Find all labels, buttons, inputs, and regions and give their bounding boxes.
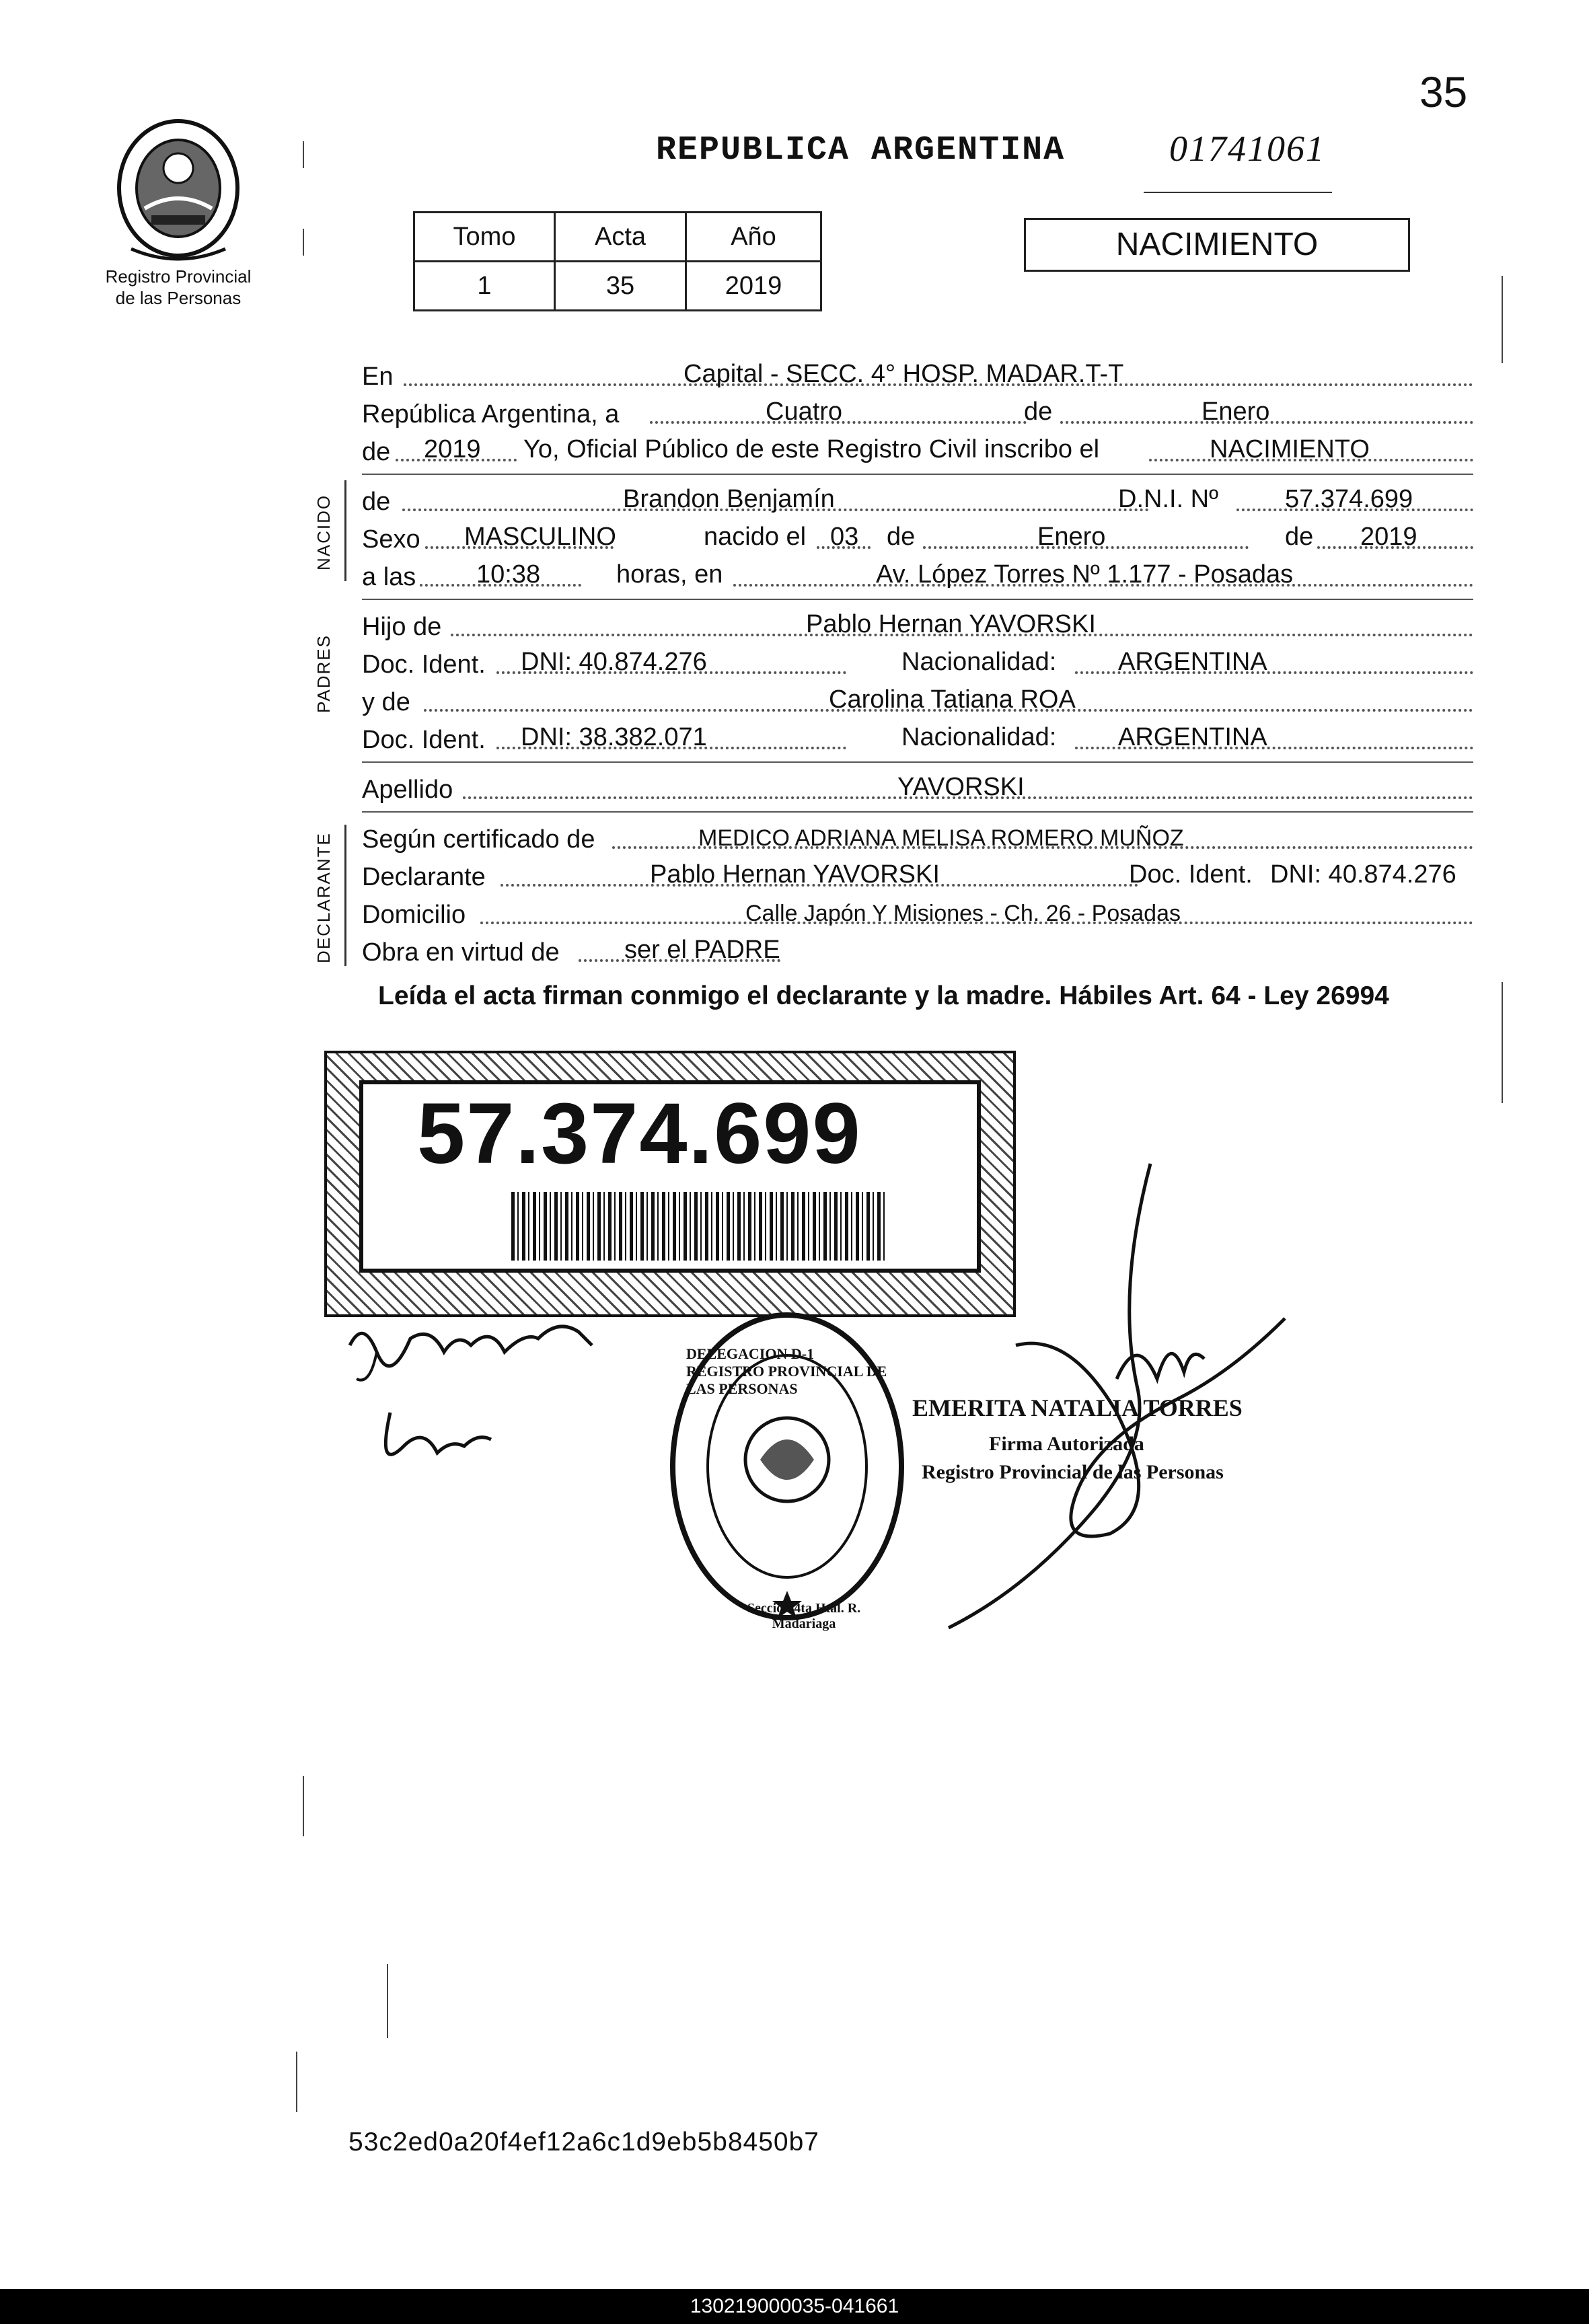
margin-mark xyxy=(1502,982,1503,1103)
row-child-name xyxy=(362,482,1473,519)
day-value: Cuatro xyxy=(766,398,843,426)
birth-year-value: 2019 xyxy=(1360,523,1417,551)
surname-label: Apellido xyxy=(362,776,453,804)
table-header-ano: Año xyxy=(686,213,821,262)
margin-mark xyxy=(303,1776,304,1836)
birth-month-value: Enero xyxy=(1037,523,1106,551)
row-child-time xyxy=(362,557,1473,595)
year-value: 2019 xyxy=(424,435,481,463)
margin-mark xyxy=(387,1964,388,2038)
nacido-label: nacido el xyxy=(704,523,807,551)
country-title: REPUBLICA ARGENTINA xyxy=(656,131,1066,170)
act-word-value: NACIMIENTO xyxy=(1210,435,1370,463)
section-bar xyxy=(344,825,346,966)
row-capacity xyxy=(362,932,1473,970)
table-header-tomo: Tomo xyxy=(414,213,555,262)
table-value-acta: 35 xyxy=(555,262,686,311)
separator xyxy=(362,811,1473,813)
declarant-signature-icon xyxy=(336,1305,605,1480)
sexo-label: Sexo xyxy=(362,525,420,554)
record-table xyxy=(413,211,822,311)
section-label-declarante: DECLARANTE xyxy=(313,832,334,963)
mother-doc-value: DNI: 38.382.071 xyxy=(521,723,707,751)
row-official xyxy=(362,432,1473,470)
official-name: EMERITA NATALIA TORRES xyxy=(912,1394,1243,1421)
stamp-ring-text: DELEGACION D-1 REGISTRO PROVINCIAL DE LAS PERSONAS xyxy=(686,1345,887,1397)
row-address xyxy=(362,895,1473,932)
declarant-doc-value: DNI: 40.874.276 xyxy=(1270,860,1456,889)
footer-code: 130219000035-041661 xyxy=(0,2289,1589,2324)
separator xyxy=(362,474,1473,475)
yde-label: y de xyxy=(362,688,410,716)
nationality-label: Nacionalidad: xyxy=(901,723,1057,751)
serial-number: 01741061 xyxy=(1169,128,1325,169)
horas-label: horas, en xyxy=(616,560,723,589)
row-place xyxy=(362,357,1473,394)
month-value: Enero xyxy=(1202,398,1270,426)
doc-label: Doc. Ident. xyxy=(362,726,486,754)
de-label: de xyxy=(362,438,391,466)
margin-mark xyxy=(303,141,304,168)
official-office: Registro Provincial de las Personas xyxy=(922,1461,1224,1483)
row-mother-doc xyxy=(362,720,1473,757)
nationality-label: Nacionalidad: xyxy=(901,648,1057,676)
stamp-inner-text: Sección 4ta Htal. R. Madariaga xyxy=(747,1601,861,1631)
declarant-label: Declarante xyxy=(362,863,486,891)
surname-value: YAVORSKI xyxy=(897,773,1025,801)
child-name-value: Brandon Benjamín xyxy=(623,485,835,513)
capacity-value: ser el PADRE xyxy=(624,936,780,964)
de-label: de xyxy=(1285,523,1314,551)
margin-mark xyxy=(303,229,304,256)
separator xyxy=(362,599,1473,600)
doc-label: Doc. Ident. xyxy=(362,650,486,679)
child-dni-value: 57.374.699 xyxy=(1285,485,1413,513)
org-caption-line1: Registro Provincial xyxy=(105,266,252,287)
en-label: En xyxy=(362,363,394,391)
mother-name-value: Carolina Tatiana ROA xyxy=(829,685,1076,714)
sex-value: MASCULINO xyxy=(464,523,616,551)
father-doc-value: DNI: 40.874.276 xyxy=(521,648,707,676)
misiones-coat-of-arms-icon xyxy=(111,114,246,262)
table-value-tomo: 1 xyxy=(414,262,555,311)
row-certificate xyxy=(362,819,1473,857)
org-caption-line2: de las Personas xyxy=(115,288,242,308)
republica-label: República Argentina, a xyxy=(362,400,620,428)
birth-place-value: Av. López Torres Nº 1.177 - Posadas xyxy=(876,560,1294,589)
de-label: de xyxy=(887,523,916,551)
separator xyxy=(362,761,1473,763)
serial-underline xyxy=(1144,192,1332,193)
address-value: Calle Japón Y Misiones - Ch. 26 - Posadas xyxy=(745,901,1181,926)
doc-label: Doc. Ident. xyxy=(1129,860,1253,889)
father-name-value: Pablo Hernan YAVORSKI xyxy=(806,610,1096,638)
section-label-padres: PADRES xyxy=(313,634,334,713)
row-father-name xyxy=(362,607,1473,644)
margin-mark xyxy=(296,2052,297,2112)
act-type-box: NACIMIENTO xyxy=(1024,218,1410,272)
certificate-value: MEDICO ADRIANA MELISA ROMERO MUÑOZ xyxy=(698,825,1184,851)
page-number: 35 xyxy=(1419,68,1468,116)
row-mother-name xyxy=(362,682,1473,720)
document-hash: 53c2ed0a20f4ef12a6c1d9eb5b8450b7 xyxy=(348,2128,819,2157)
row-declarant xyxy=(362,857,1473,895)
birth-day-value: 03 xyxy=(830,523,859,551)
table-value-ano: 2019 xyxy=(686,262,821,311)
registry-logo xyxy=(101,114,256,309)
row-surname xyxy=(362,770,1473,807)
place-value: Capital - SECC. 4° HOSP. MADAR.T-T xyxy=(683,360,1124,388)
official-signature-icon xyxy=(895,1157,1298,1641)
address-label: Domicilio xyxy=(362,901,466,929)
closing-notice: Leída el acta firman conmigo el declarante y la madre. Hábiles Art. 64 - Ley 26994 xyxy=(378,981,1389,1010)
row-child-birth xyxy=(362,519,1473,557)
dni-sticker-inner xyxy=(359,1080,981,1273)
father-nationality-value: ARGENTINA xyxy=(1118,648,1267,676)
certificate-label: Según certificado de xyxy=(362,825,595,854)
de-label: de xyxy=(1024,398,1053,426)
alas-label: a las xyxy=(362,563,416,591)
dni-sticker-number: 57.374.699 xyxy=(417,1086,862,1182)
de-label: de xyxy=(362,488,391,516)
capacity-label: Obra en virtud de xyxy=(362,938,560,967)
margin-mark xyxy=(1502,276,1503,363)
mother-nationality-value: ARGENTINA xyxy=(1118,723,1267,751)
official-text: Yo, Oficial Público de este Registro Civil inscribo el xyxy=(523,435,1100,463)
hijo-label: Hijo de xyxy=(362,613,442,641)
row-father-doc xyxy=(362,644,1473,682)
official-role: Firma Autorizada xyxy=(989,1433,1144,1455)
row-date xyxy=(362,394,1473,432)
table-header-acta: Acta xyxy=(555,213,686,262)
barcode-icon xyxy=(511,1192,888,1261)
declarant-name-value: Pablo Hernan YAVORSKI xyxy=(650,860,940,889)
section-bar xyxy=(344,480,346,581)
section-label-nacido: NACIDO xyxy=(313,494,334,570)
dni-label: D.N.I. Nº xyxy=(1118,485,1218,513)
birth-time-value: 10:38 xyxy=(476,560,541,589)
